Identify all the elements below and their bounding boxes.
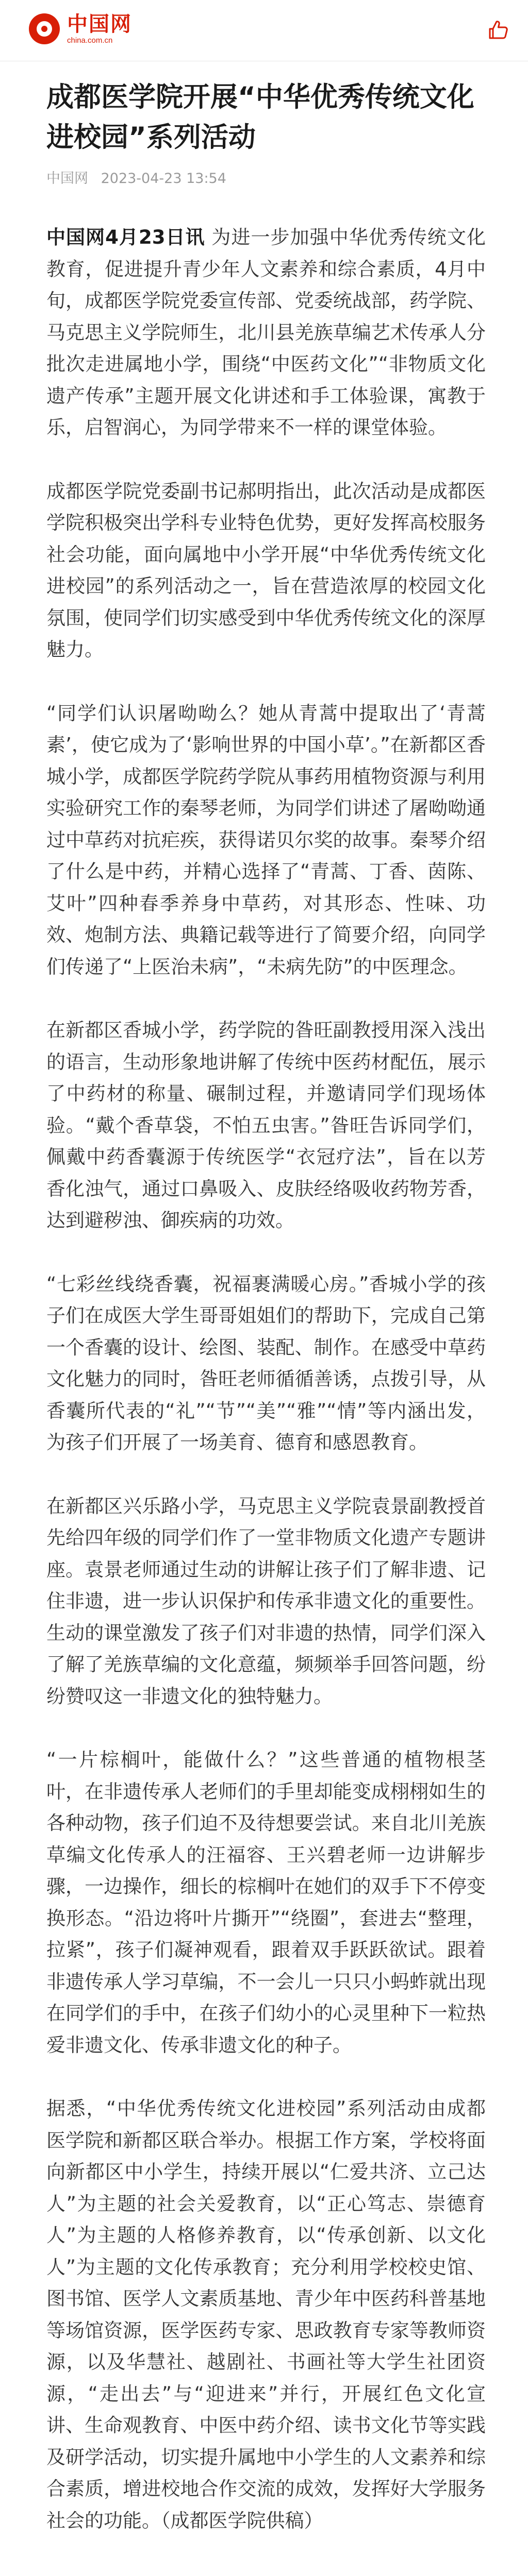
article-paragraph-5: “七彩丝线绕香囊，祝福裹满暖心房。”香城小学的孩子们在成医大学生哥哥姐姐们的帮助下，完成自己第一个香囊的设计、绘图、装配、制作。在感受中草药文化魅力的同时，昝旺老师循循善诱，点拨引导，从香囊所代表的“礼”“节”“美”“雅”“情”等内涵出发，为孩子们开展了一场美育、德育和感恩教育。: [46, 1273, 486, 1453]
article-body: [46, 222, 486, 2568]
article-source: 中国网: [46, 171, 88, 187]
paragraph-text: 为进一步加强中华优秀传统文化教育，促进提升青少年人文素养和综合素质，4月中旬，成都医学院党委宣传部、党委统战部，药学院、马克思主义学院师生，北川县羌族草编艺术传承人分批次走进属地小学，围绕“中医药文化”“非物质文化遗产传承”主题开展文化讲述和手工体验课，寓教于乐，启智润心，为同学带来不一样的课堂体验。: [46, 226, 486, 438]
top-header: [0, 0, 528, 61]
article-paragraph-2: 成都医学院党委副书记郝明指出，此次活动是成都医学院积极突出学科专业特色优势，更好发挥高校服务社会功能，面向属地中小学开展“中华优秀传统文化进校园”的系列活动之一，旨在营造浓厚的校园文化氛围，使同学们切实感受到中华优秀传统文化的深厚魅力。: [46, 480, 486, 660]
china-net-logo-icon: [29, 13, 60, 44]
article-paragraph-1: [46, 222, 486, 444]
article-paragraph-8: 据悉，“中华优秀传统文化进校园”系列活动由成都医学院和新都区联合举办。根据工作方案，学校将面向新都区中小学生，持续开展以“仁爱共济、立己达人”为主题的社会关爱教育，以“正心笃志、崇德育人”为主题的人格修养教育，以“传承创新、以文化人”为主题的文化传承教育；充分利用学校校史馆、图书馆、医学人文素质基地、青少年中医药科普基地等场馆资源，医学医药专家、思政教育专家等教师资源，以及华慧社、越剧社、书画社等大学生社团资源，“走出去”与“迎进来”并行，开展红色文化宣讲、生命观教育、中医中药介绍、读书文化节等实践及研学活动，切实提升属地中小学生的人文素养和综合素质，增进校地合作交流的成效，发挥好大学服务社会的功能。（成都医学院供稿）: [46, 2097, 486, 2532]
article-paragraph-6: 在新都区兴乐路小学，马克思主义学院袁景副教授首先给四年级的同学们作了一堂非物质文化遗产专题讲座。袁景老师通过生动的讲解让孩子们了解非遗、记住非遗，进一步认识保护和传承非遗文化的重要性。生动的课堂激发了孩子们对非遗的热情，同学们深入了解了羌族草编的文化意蕴，频频举手回答问题，纷纷赞叹这一非遗文化的独特魅力。: [46, 1495, 486, 1707]
article-meta: [46, 167, 226, 187]
thumbs-up-icon: [486, 18, 510, 42]
like-button[interactable]: [486, 18, 510, 42]
logo-url: china.com.cn: [67, 36, 113, 45]
logo-name: 中国网: [67, 11, 132, 36]
article-datetime: 2023-04-23 13:54: [101, 171, 226, 187]
logo-text: [67, 11, 132, 45]
site-logo[interactable]: [29, 13, 132, 44]
article-paragraph-4: 在新都区香城小学，药学院的昝旺副教授用深入浅出的语言，生动形象地讲解了传统中医药材配伍，展示了中药材的称量、碾制过程，并邀请同学们现场体验。“戴个香草袋，不怕五虫害。”昝旺告诉同学们，佩戴中药香囊源于传统医学“衣冠疗法”，旨在以芳香化浊气，通过口鼻吸入、皮肤经络吸收药物芳香，达到避秽浊、御疾病的功效。: [46, 1019, 486, 1231]
article-paragraph-7: “一片棕榈叶，能做什么？”这些普通的植物根茎叶，在非遗传承人老师们的手里却能变成栩栩如生的各种动物，孩子们迫不及待想要尝试。来自北川羌族草编文化传承人的汪福容、王兴碧老师一边讲解步骤，一边操作，细长的棕榈叶在她们的双手下不停变换形态。“沿边将叶片撕开”“绕圈”，套进去“整理，拉紧”，孩子们凝神观看，跟着双手跃跃欲试。跟着非遗传承人学习草编，不一会儿一只只小蚂蚱就出现在同学们的手中，在孩子们幼小的心灵里种下一粒热爱非遗文化、传承非遗文化的种子。: [46, 1749, 486, 2056]
article-paragraph-3: “同学们认识屠呦呦么？她从青蒿中提取出了‘青蒿素’，使它成为了‘影响世界的中国小草’。”在新都区香城小学，成都医学院药学院从事药用植物资源与利用实验研究工作的秦琴老师，为同学们讲述了屠呦呦通过中草药对抗疟疾，获得诺贝尔奖的故事。秦琴介绍了什么是中药，并精心选择了“青蒿、丁香、茵陈、艾叶”四种春季养身中草药，对其形态、性味、功效、炮制方法、典籍记载等进行了简要介绍，向同学们传递了“上医治未病”，“未病先防”的中医理念。: [46, 702, 486, 978]
lead-dateline: 中国网4月23日讯: [46, 226, 205, 248]
article-title: 成都医学院开展“中华优秀传统文化进校园”系列活动: [46, 81, 474, 153]
